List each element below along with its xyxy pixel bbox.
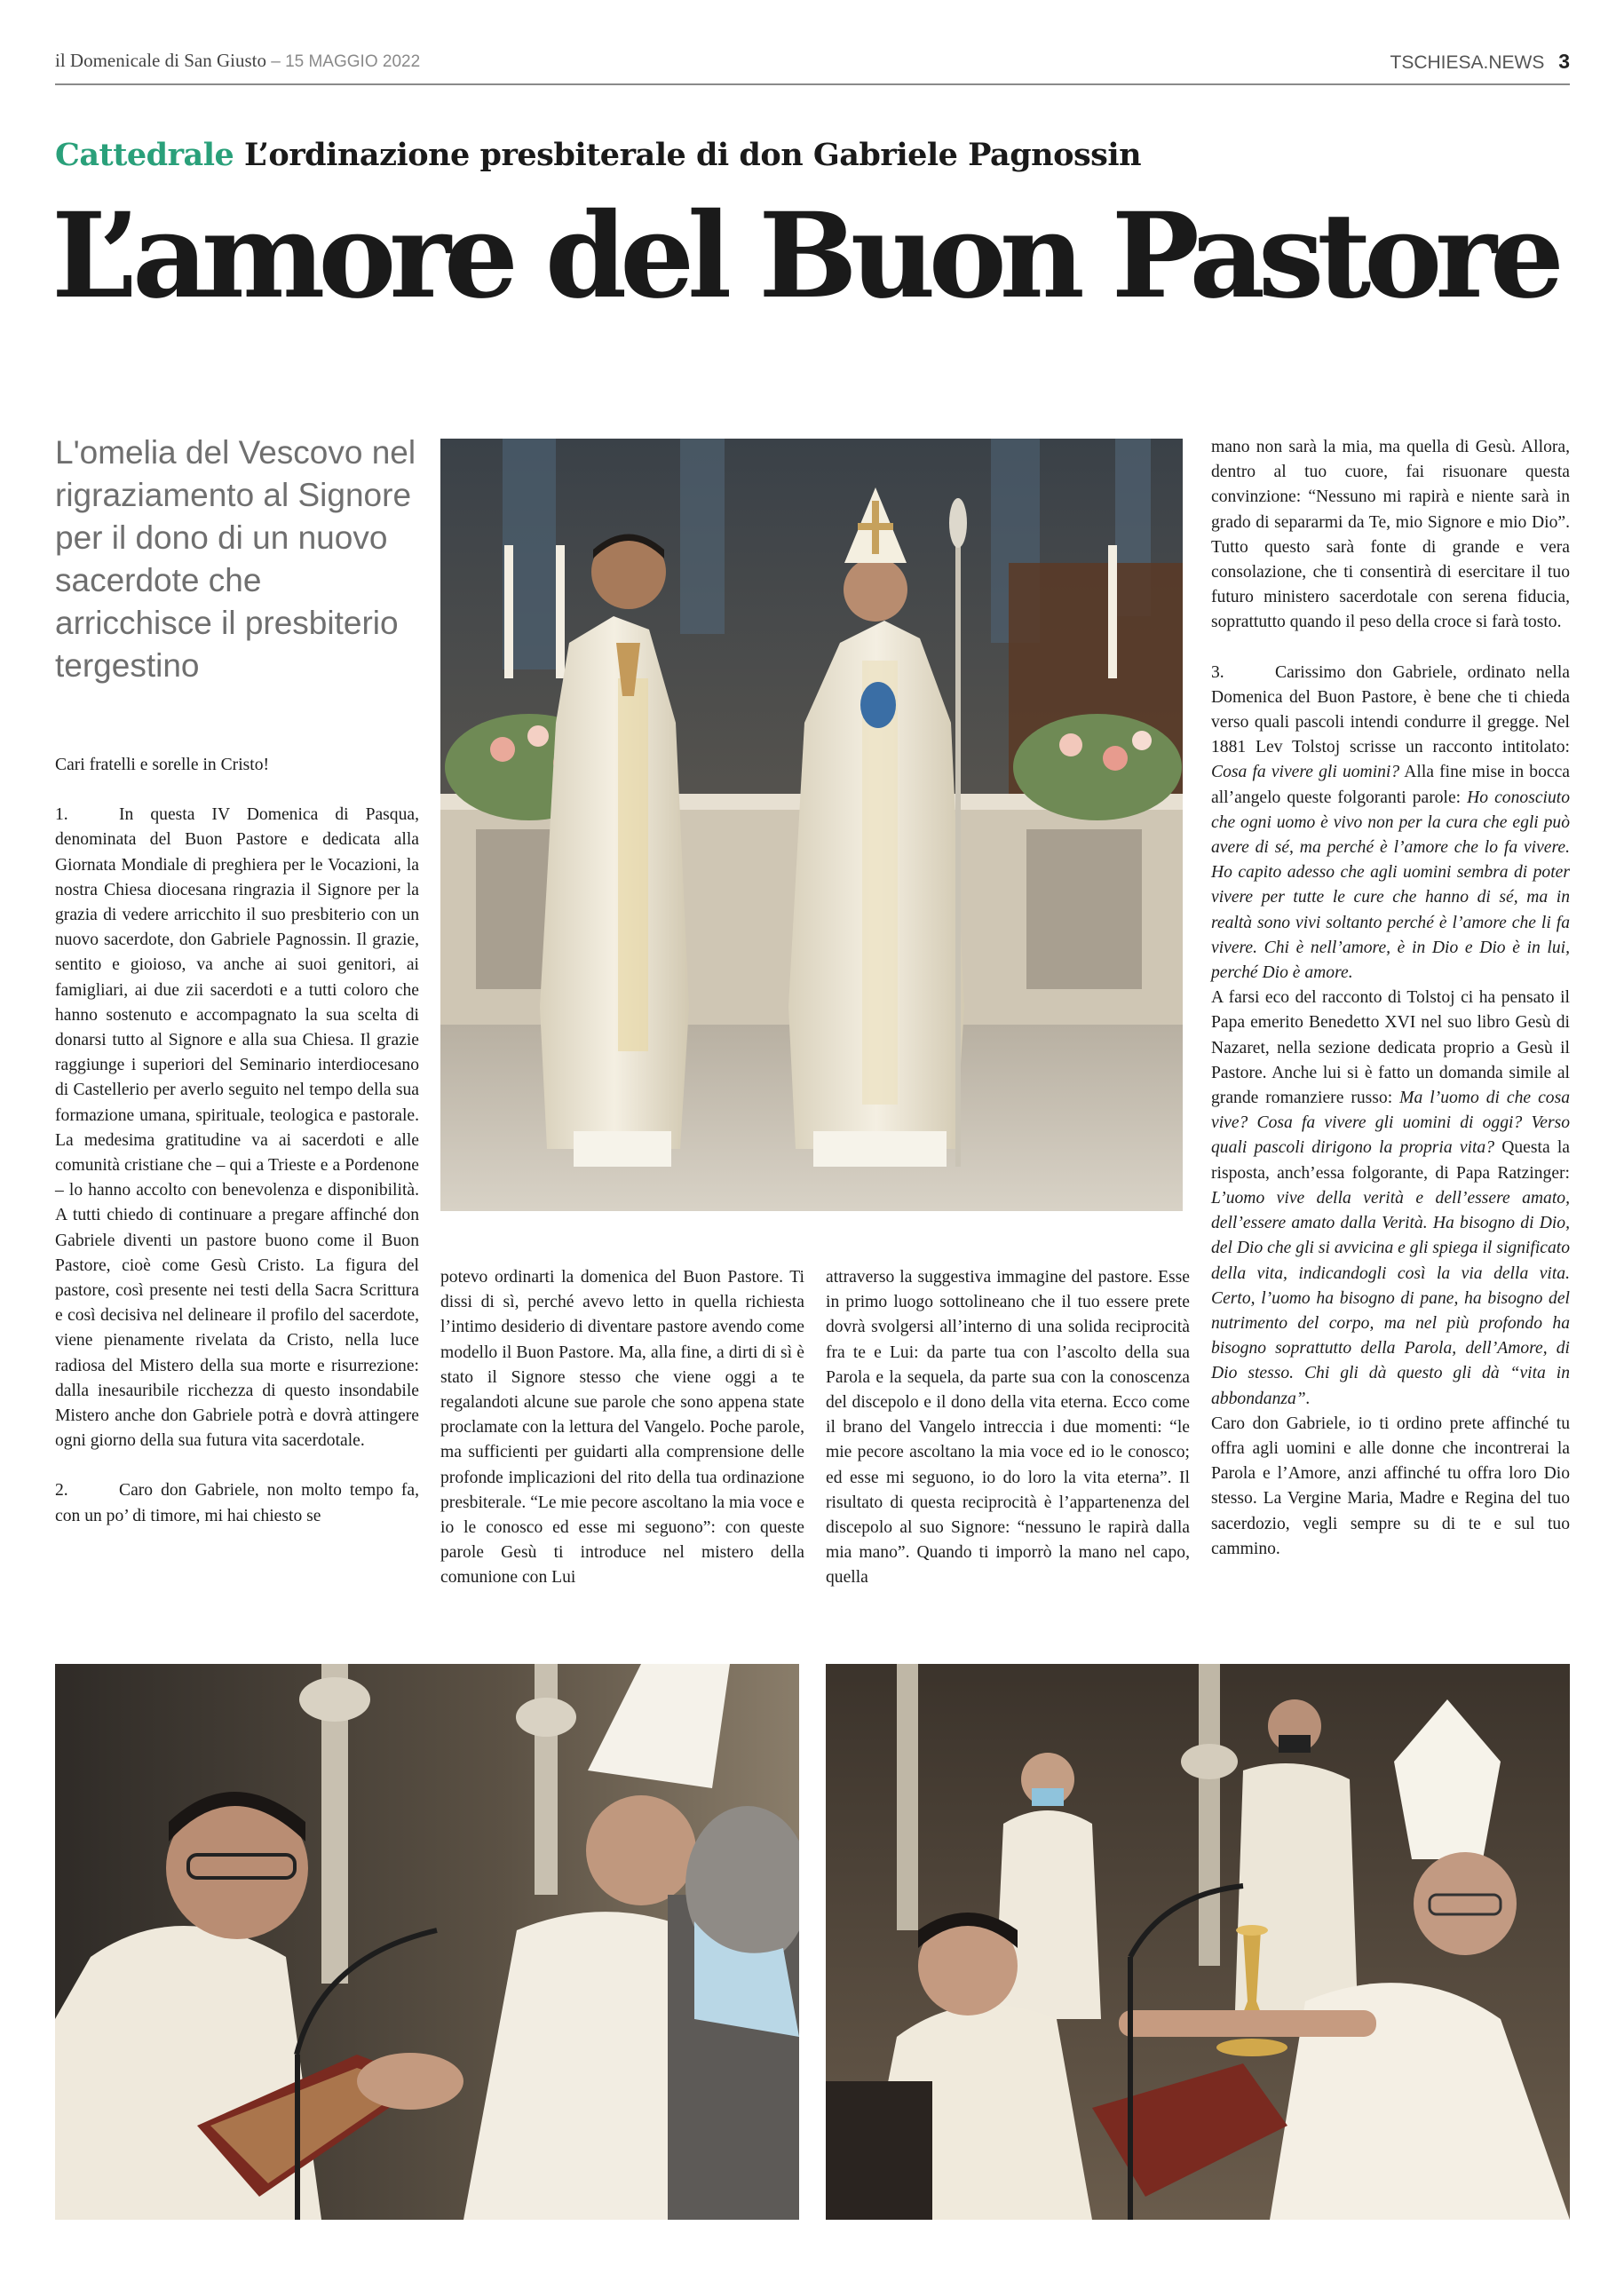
column-3: [826, 1265, 1190, 1591]
photo-chalice-illustration: [826, 1664, 1570, 2220]
paragraph-1: 1. In questa IV Domenica di Pasqua, denominata del Buon Pastore e dedicata alla Giornata Mondiale di preghiera per le Vocazioni, la nostra Chiesa diocesana ringrazia il Signore per la grazia di vedere arricchito il suo presbiterio con un nuovo sacerdote, don Gabriele Pagnossin. Il grazie, sentito e gioioso, va anche ai suoi genitori, ai famigliari, ai due zii sacerdoti e a tutti coloro che hanno sostenuto e accompagnato la sua scelta di donarsi tutto al Signore e alla sua Chiesa. Il grazie raggiunge i superiori del Seminario interdiocesano di Castellerio per averlo seguito nel tempo della sua formazione umana, spirituale, teologica e pastorale. La medesima gratitudine va ai sacerdoti e alle comunità cristiane che – qui a Trieste e a Pordenone – lo hanno accolto con benevolenza e disponibilità. A tutti chiedo di continuare a pregare affinché don Gabriele diventi un pastore buono come il Buon Pastore, cioè come Gesù Cristo. La figura del pastore, così presente nei testi della Sacra Scrittura e così decisiva nel delineare il profilo del sacerdote, viene pienamente rivelata da Cristo, nella luce radiosa del Mistero della sua morte e risurrezione: dalla inesauribile ricchezza di questo insondabile Mistero anche don Gabriele potrà e dovrà attingere ogni giorno della sua futura vita sacerdotale.: [55, 803, 419, 1453]
paragraph-4: A farsi eco del racconto di Tolstoj ci ha pensato il Papa emerito Benedetto XVI nel suo libro Gesù di Nazaret, nella sezione dedicata proprio a Gesù il Pastore. Anche lui si è fatto un domanda simile al grande romanziere russo: Ma l’uomo di che cosa vive? Cosa fa vivere gli uomini di oggi? Verso quali pascoli dirigono la propria vita? Questa la risposta, anch’essa folgorante, di Papa Ratzinger: L’uomo vive della verità e dell’essere amato, dell’essere amato dalla Verità. Ha bisogno di Dio, del Dio che gli si avvicina e gli spiega il significato della vita, indicandogli così la via della vita. Certo, l’uomo ha bisogno di pane, ha bisogno del nutrimento del corpo, ma nel più profondo ha bisogno soprattutto della Parola, dell’Amore, di Dio stesso. Chi gli dà questo gli dà “vita in abbondanza”.: [1211, 988, 1570, 1408]
main-photo-illustration: [440, 439, 1183, 1211]
publication-name: il Domenicale di San Giusto: [55, 50, 266, 71]
greeting: Cari fratelli e sorelle in Cristo!: [55, 756, 270, 774]
paragraph-number: 3.: [1211, 662, 1224, 682]
column-4: [1211, 435, 1570, 1562]
paragraph-3: 3. Carissimo don Gabriele, ordinato nella Domenica del Buon Pastore, è bene che ti chieda verso quali pascoli intendi condurre il gregge. Nel 1881 Lev Tolstoj scrisse un racconto intitolato: Cosa fa vivere gli uomini? Alla fine mise in bocca all’angelo queste folgoranti parole: Ho conosciuto che ogni uomo è vivo non per la cura che egli può avere di sé, ma perché è l’amore che lo fa vivere. Ho capito adesso che agli uomini sembra di poter vivere per tutte le cure che hanno di sé, ma in realtà sono vivi soltanto perché è l’amore che li fa vivere. Chi è nell’amore, è in Dio e Dio è in lui, perché Dio è amore.: [1211, 661, 1570, 986]
column-2: [440, 1265, 804, 1591]
standfirst: L'omelia del Vescovo nel rigraziamento al Signore per il dono di un nuovo sacerdote che arricchisce il presbiterio tergestino: [55, 434, 416, 685]
paragraph-2-continued: attraverso la suggestiva immagine del pastore. Esse in primo luogo sottolineano che il tuo essere prete dovrà svolgersi all’interno di una solida reciprocità fra te e Lui: da parte tua con l’ascolto della sua Parola e la sequela, da parte sua con la conoscenza del discepolo e il dono della vita eterna. Ecco come il brano del Vangelo intreccia i due momenti: “le mie pecore ascoltano la mia voce ed io le conosco; ed esse mi seguono, io do loro la vita eterna”. Il risultato di questa reciprocità è l’appartenenza del discepolo al suo Signore: “nessuno le rapirà dalla mia mano”. Quando ti imporrò la mano nel capo, quella: [826, 1268, 1190, 1588]
site-name: TSCHIESA.NEWS: [1390, 52, 1545, 73]
main-photo: [440, 439, 1183, 1211]
article-kicker: [55, 137, 1141, 173]
section-label: Cattedrale: [55, 137, 234, 173]
paragraph-2-end: mano non sarà la mia, ma quella di Gesù. Allora, dentro al tuo cuore, fai risuonare questa convinzione: “Nessuno mi rapirà e niente sarà in grado di separarmi da Te, mio Signore e mio Dio”. Tutto questo sarà fonte di grande e vera consolazione, che ti consentirà di esercitare il tuo futuro ministero sacerdotale con serena fiducia, soprattutto quando il peso della croce si farà tosto.: [1211, 438, 1570, 632]
column-1: [55, 753, 419, 1529]
page-header: [55, 50, 1570, 85]
header-site: [1390, 50, 1571, 74]
issue-date: – 15 MAGGIO 2022: [271, 52, 421, 71]
paragraph-number: 1.: [55, 805, 68, 825]
paragraph-2-continued: potevo ordinarti la domenica del Buon Pastore. Ti dissi di sì, perché avevo letto in quella richiesta l’intimo desiderio di diventare pastore avendo come modello il Buon Pastore. Ma, alla fine, a dirti di sì è stato il Signore stesso che viene oggi a te regalandoti alcune sue parole che sono appena state proclamate con la lettura del Vangelo. Poche parole, ma sufficienti per guidarti alla comprensione delle profonde implicazioni del rito della tua ordinazione presbiterale. “Le mie pecore ascoltano la mia voce e io le conosco ed esse mi seguono”: con queste parole Gesù ti introduce nel mistero della comunione con Lui: [440, 1268, 804, 1588]
kicker-subject: L’ordinazione presbiterale di don Gabriele Pagnossin: [243, 137, 1142, 173]
photo-promise-illustration: [55, 1664, 799, 2220]
paragraph-number: 2.: [55, 1481, 68, 1501]
header-publication: [55, 50, 420, 72]
page-number: 3: [1558, 50, 1570, 73]
photo-chalice: [826, 1664, 1570, 2220]
paragraph-5: Caro don Gabriele, io ti ordino prete affinché tu offra agli uomini e alle donne che incontrerai la Parola e l’Amore, anzi affinché tu offra loro Dio stesso. La Vergine Maria, Madre e Regina del tuo sacerdozio, vegli sempre su di te e sul tuo cammino.: [1211, 1414, 1570, 1558]
paragraph-2-start: 2. Caro don Gabriele, non molto tempo fa, con un po’ di timore, mi hai chiesto se: [55, 1478, 419, 1528]
photo-promise-obedience: [55, 1664, 799, 2220]
headline: L’amore del Buon Pastore: [51, 187, 1557, 325]
